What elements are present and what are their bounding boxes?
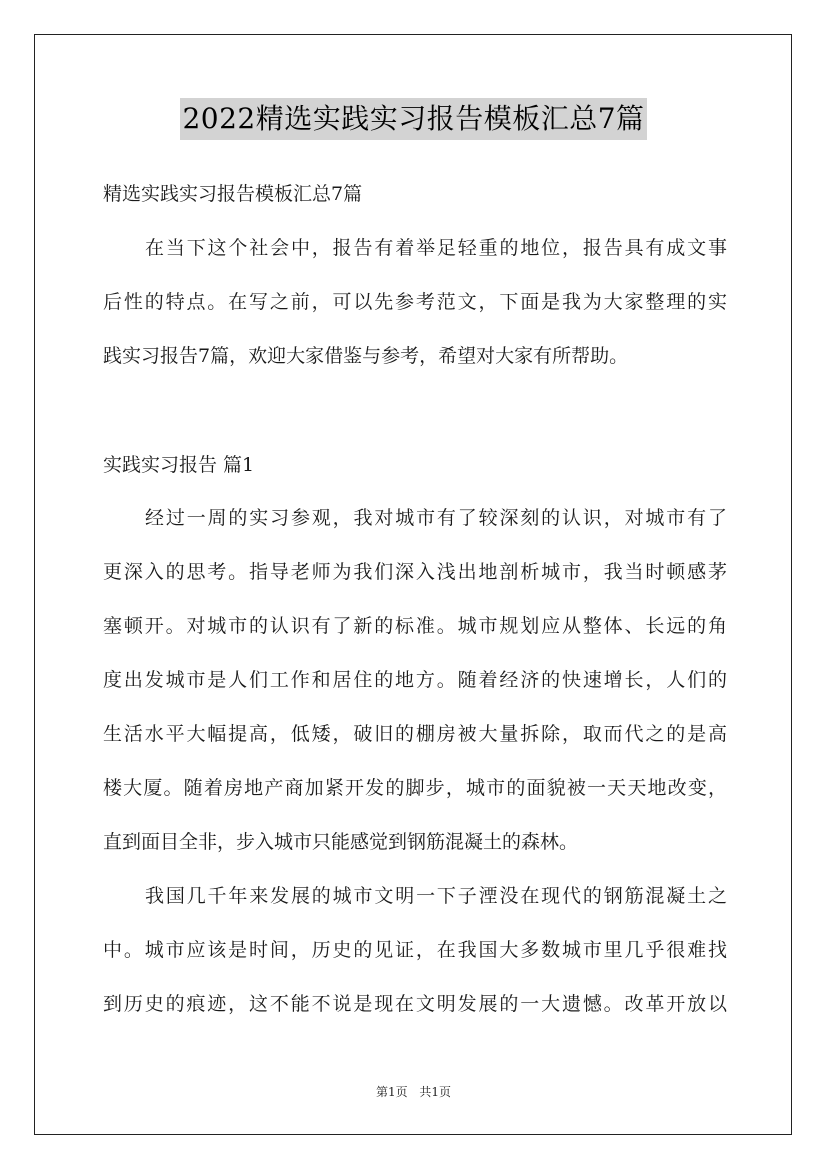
page-number: 第1页 <box>375 1085 408 1099</box>
intro-line: 后性的特点。在写之前，可以先参考范文，下面是我为大家整理的实 <box>103 291 727 313</box>
intro-line: 践实习报告7篇，欢迎大家借鉴与参考，希望对大家有所帮助。 <box>103 345 629 367</box>
page-total: 共1页 <box>419 1085 452 1099</box>
paragraph-line: 生活水平大幅提高，低矮，破旧的棚房被大量拆除，取而代之的是高 <box>103 723 727 745</box>
paragraph-line: 楼大厦。随着房地产商加紧开发的脚步，城市的面貌被一天天地改变， <box>103 777 727 799</box>
paragraph-line: 直到面目全非，步入城市只能感觉到钢筋混凝土的森林。 <box>103 831 579 853</box>
paragraph-line: 度出发城市是人们工作和居住的地方。随着经济的快速增长，人们的 <box>103 669 727 691</box>
paragraph-line: 经过一周的实习参观，我对城市有了较深刻的认识，对城市有了 <box>145 507 727 529</box>
page-footer <box>0 1083 827 1100</box>
section-heading: 实践实习报告 篇1 <box>103 454 255 476</box>
paragraph-line: 我国几千年来发展的城市文明一下子湮没在现代的钢筋混凝土之 <box>145 885 727 907</box>
paragraph-line: 塞顿开。对城市的认识有了新的标准。城市规划应从整体、长远的角 <box>103 615 727 637</box>
document-title: 2022精选实践实习报告模板汇总7篇 <box>180 98 646 140</box>
intro-line: 在当下这个社会中，报告有着举足轻重的地位，报告具有成文事 <box>145 237 727 259</box>
paragraph-line: 到历史的痕迹，这不能不说是现在文明发展的一大遗憾。改革开放以 <box>103 993 727 1015</box>
document-subtitle: 精选实践实习报告模板汇总7篇 <box>103 183 363 205</box>
paragraph-line: 更深入的思考。指导老师为我们深入浅出地剖析城市，我当时顿感茅 <box>103 561 727 583</box>
title-container <box>0 98 827 140</box>
paragraph-line: 中。城市应该是时间，历史的见证，在我国大多数城市里几乎很难找 <box>103 939 727 961</box>
